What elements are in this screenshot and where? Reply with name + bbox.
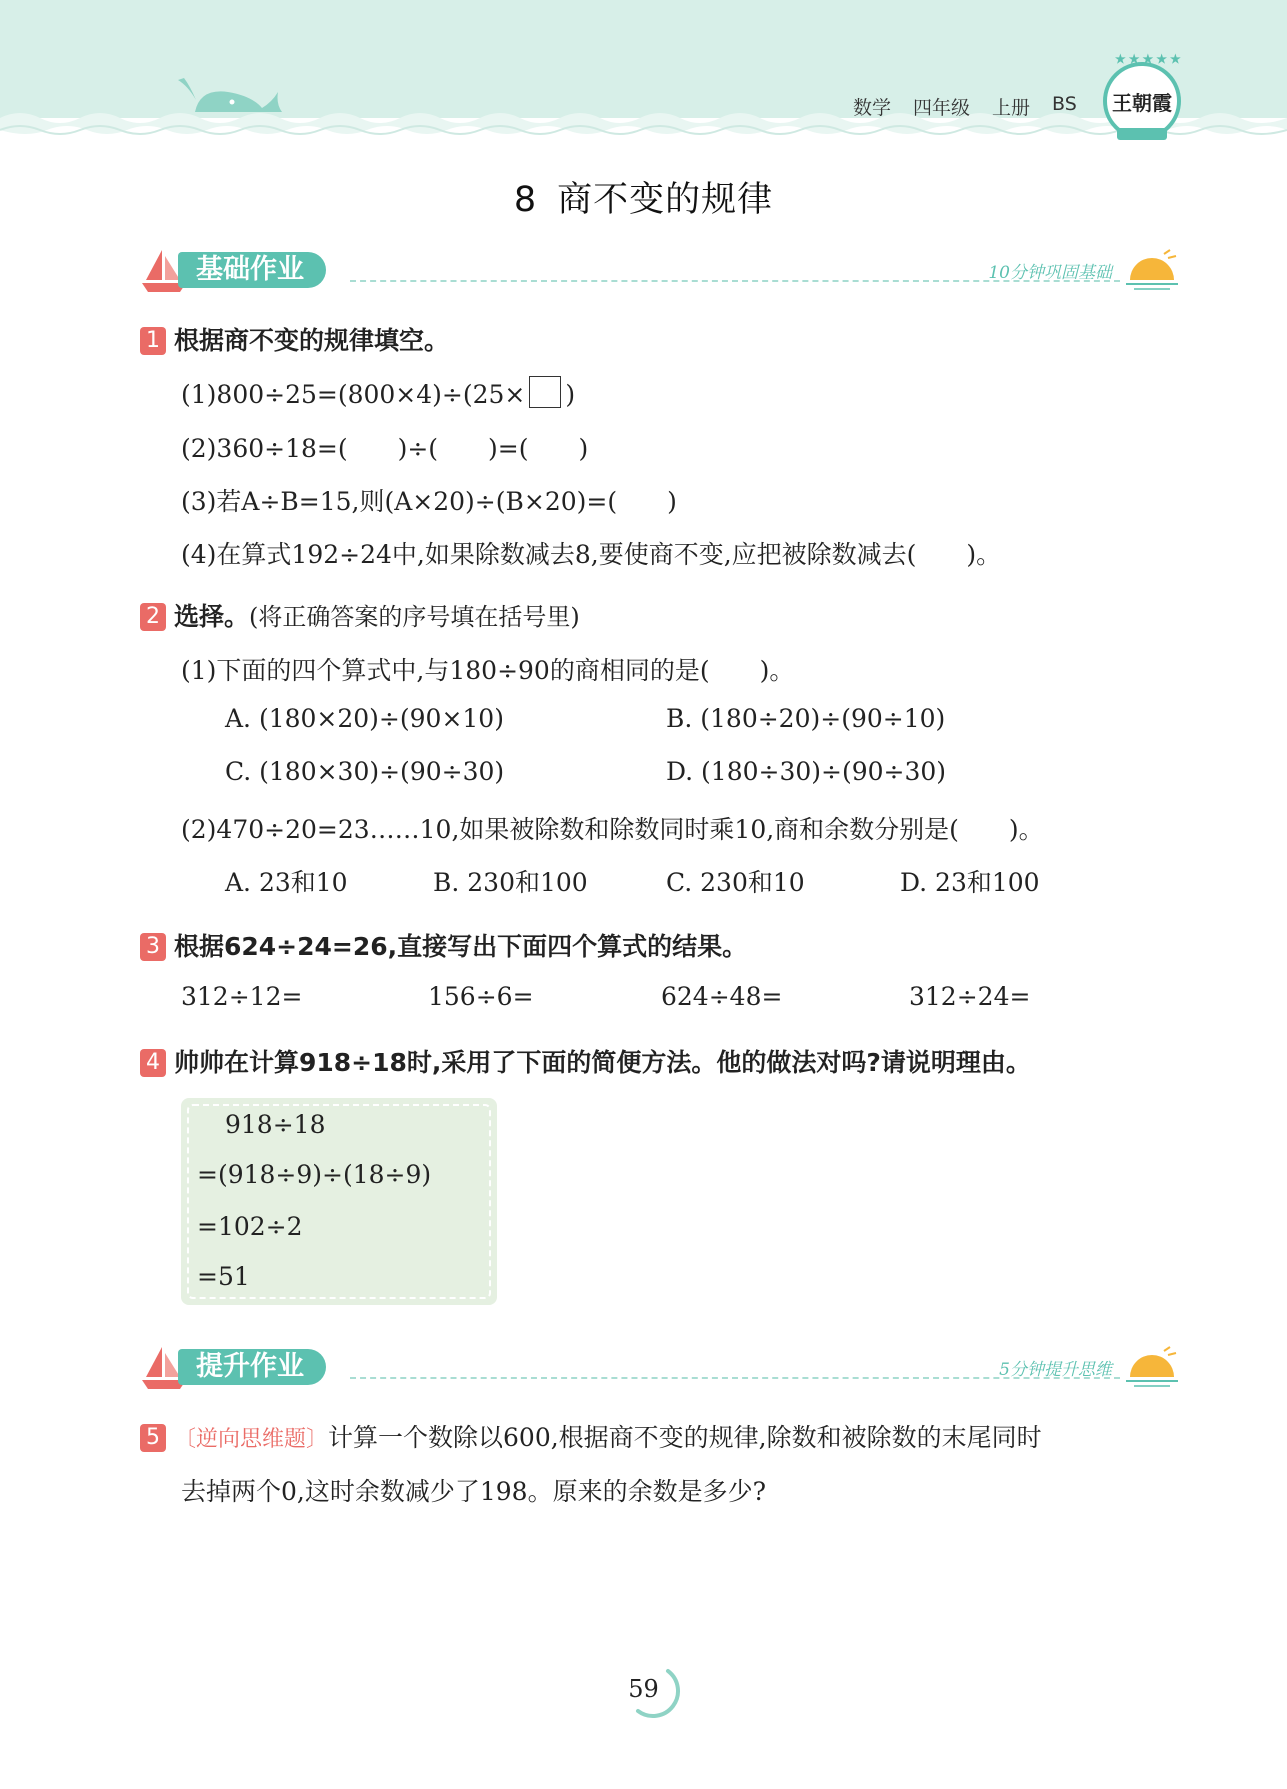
question-number-badge: 3 bbox=[140, 933, 166, 961]
lesson-number: 8 bbox=[513, 180, 538, 220]
stars-icon: ★★★★★ bbox=[1115, 52, 1184, 66]
edition-label: BS bbox=[1052, 93, 1077, 115]
q2-sub1-option-c: C. (180×30)÷(90÷30) bbox=[225, 757, 505, 786]
header-wave-band bbox=[0, 0, 1287, 150]
header-meta bbox=[853, 93, 1077, 120]
grade-label: 四年级 bbox=[913, 97, 971, 119]
question-2-stem: 2 选择。(将正确答案的序号填在括号里) bbox=[140, 597, 580, 633]
method-line-1: 918÷18 bbox=[225, 1110, 326, 1139]
method-line-3: =102÷2 bbox=[197, 1212, 303, 1241]
section-label-advanced: 提升作业 bbox=[178, 1349, 326, 1385]
question-number-badge: 1 bbox=[140, 327, 166, 355]
lesson-title bbox=[0, 172, 1287, 222]
answer-box[interactable] bbox=[529, 376, 561, 408]
page-number: 59 bbox=[628, 1675, 659, 1703]
brand-logo bbox=[1103, 52, 1184, 140]
q1-item-4: (4)在算式192÷24中,如果除数减去8,要使商不变,应把被除数减去( )。 bbox=[181, 540, 1002, 569]
q2-sub1-option-b: B. (180÷20)÷(90÷10) bbox=[666, 704, 946, 733]
q3-item-2: 156÷6= bbox=[428, 982, 534, 1011]
section-header-advanced bbox=[140, 1343, 1180, 1393]
q2-sub1-option-a: A. (180×20)÷(90×10) bbox=[225, 704, 504, 733]
q3-item-4: 312÷24= bbox=[909, 982, 1031, 1011]
question-number-badge: 2 bbox=[140, 603, 166, 631]
volume-label: 上册 bbox=[992, 97, 1031, 119]
subject-label: 数学 bbox=[853, 97, 892, 119]
worked-method-box bbox=[181, 1098, 497, 1305]
question-4-stem: 4 帅帅在计算918÷18时,采用了下面的简便方法。他的做法对吗?请说明理由。 bbox=[140, 1043, 1031, 1079]
question-type-tag: 〔逆向思维题〕 bbox=[174, 1427, 329, 1452]
section-label-basic: 基础作业 bbox=[178, 252, 326, 288]
question-number-badge: 4 bbox=[140, 1049, 166, 1077]
q2-sub2-option-c: C. 230和10 bbox=[666, 868, 805, 897]
brand-name: 王朝霞 bbox=[1112, 90, 1172, 115]
q1-item-3: (3)若A÷B=15,则(A×20)÷(B×20)=( ) bbox=[181, 487, 677, 516]
question-5-line-1: 5 〔逆向思维题〕计算一个数除以600,根据商不变的规律,除数和被除数的末尾同时 bbox=[140, 1418, 1042, 1454]
question-number-badge: 5 bbox=[140, 1424, 166, 1452]
q2-sub2-option-a: A. 23和10 bbox=[225, 868, 348, 897]
method-line-2: =(918÷9)÷(18÷9) bbox=[197, 1160, 432, 1189]
q3-item-1: 312÷12= bbox=[181, 982, 303, 1011]
q2-sub2-option-b: B. 230和100 bbox=[433, 868, 588, 897]
section-header-basic bbox=[140, 246, 1180, 296]
q2-sub2-prompt: (2)470÷20=23……10,如果被除数和除数同时乘10,商和余数分别是( )。 bbox=[181, 815, 1044, 844]
method-line-4: =51 bbox=[197, 1262, 250, 1291]
q2-sub2-option-d: D. 23和100 bbox=[900, 868, 1040, 897]
question-1-stem: 1 根据商不变的规律填空。 bbox=[140, 321, 449, 357]
question-3-stem: 3 根据624÷24=26,直接写出下面四个算式的结果。 bbox=[140, 927, 747, 963]
ribbon-icon bbox=[1117, 128, 1167, 140]
question-5-line-2: 去掉两个0,这时余数减少了198。原来的余数是多少? bbox=[181, 1477, 766, 1506]
lesson-title-text: 商不变的规律 bbox=[557, 180, 774, 220]
sunrise-icon bbox=[1124, 1345, 1180, 1389]
q1-item-1: (1)800÷25=(800×4)÷(25× ) bbox=[181, 376, 575, 409]
sunrise-icon bbox=[1124, 248, 1180, 292]
q2-sub1-prompt: (1)下面的四个算式中,与180÷90的商相同的是( )。 bbox=[181, 656, 795, 685]
q2-sub1-option-d: D. (180÷30)÷(90÷30) bbox=[666, 757, 947, 786]
q3-item-3: 624÷48= bbox=[661, 982, 783, 1011]
q1-item-2: (2)360÷18=( )÷( )=( ) bbox=[181, 434, 589, 463]
section-sub-basic: 10分钟巩固基础 bbox=[988, 263, 1112, 283]
section-sub-advanced: 5分钟提升思维 bbox=[999, 1360, 1112, 1380]
